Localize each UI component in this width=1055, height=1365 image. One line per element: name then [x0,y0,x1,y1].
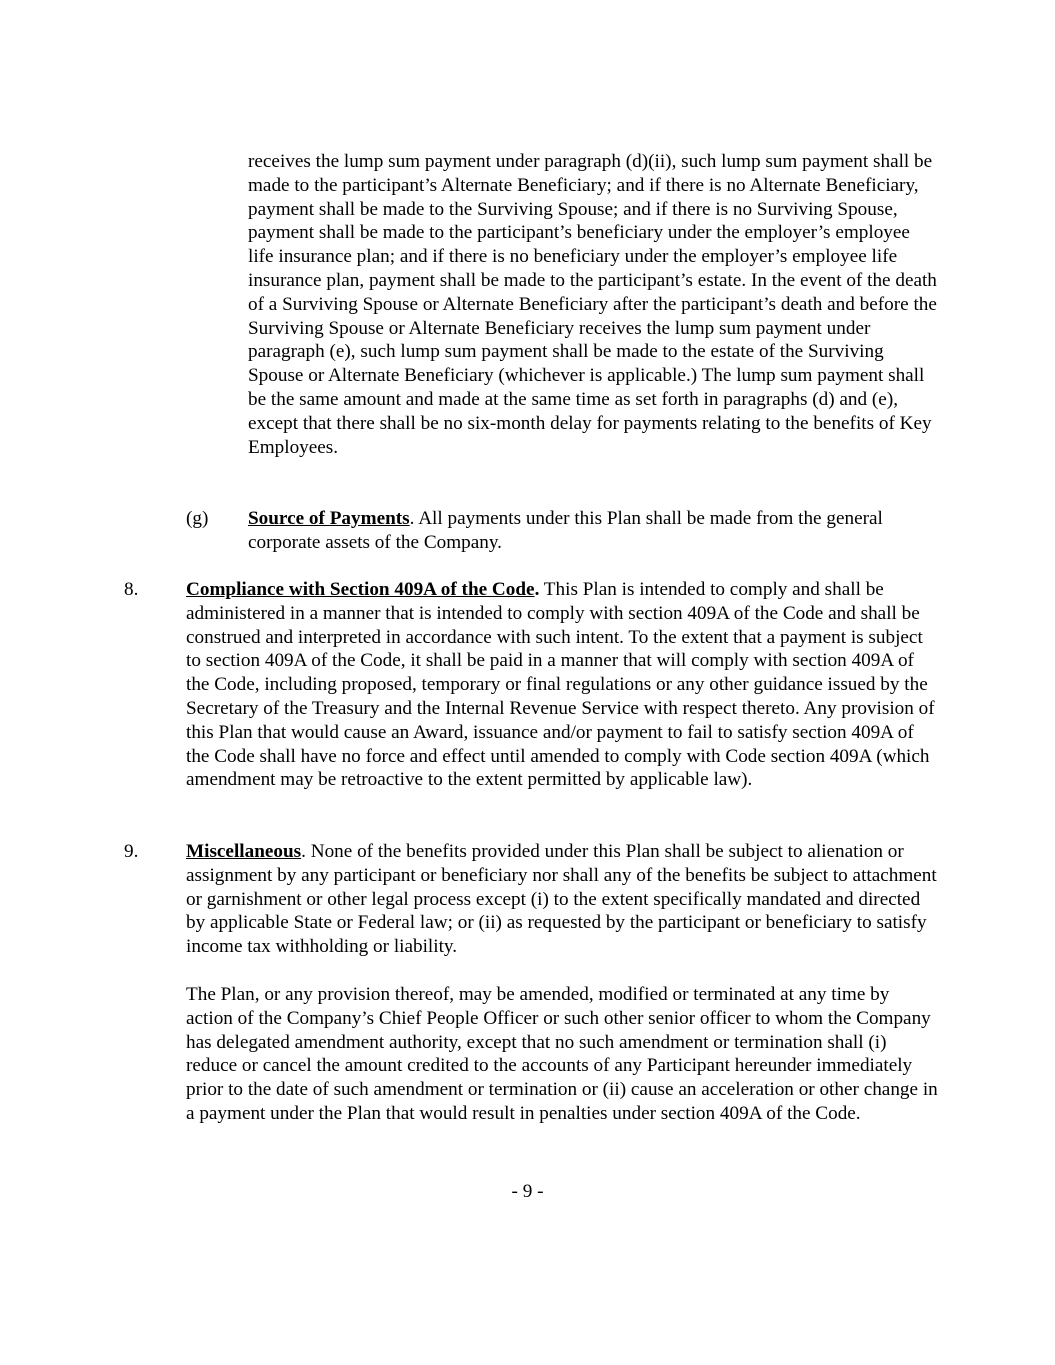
item-g-paragraph [248,507,938,555]
continuation-paragraph [248,150,938,459]
section-8-heading-period: . [534,579,540,600]
section-9-paragraph2-text: The Plan, or any provision thereof, may be amended, modified or terminated at any time by action of the Company’s Chief People Officer or such other senior officer to whom the Company has delegated amendment authority, except that no such amendment or termination shall (i) reduce or cancel the amount credited to the accounts of any Participant hereunder immediately prior to the date of such amendment or termination or (ii) cause an acceleration or other change in a payment under the Plan that would result in penalties under section 409A of the Code. [186,984,938,1124]
item-g-text: . All payments under this Plan shall be made from the general corporate assets of the Company. [248,508,883,553]
section-9-paragraph [186,840,938,959]
section-8-number: 8. [124,579,139,600]
continuation-text: receives the lump sum payment under paragraph (d)(ii), such lump sum payment shall be made to the participant’s Alternate Beneficiary; and if there is no Alternate Beneficiary, payment shall be made to the Surviving Spouse; and if there is no Surviving Spouse, payment shall be made to the participant’s beneficiary under the employer’s employee life insurance plan; and if there is no beneficiary under the employer’s employee life insurance plan, payment shall be made to the participant’s estate. In the event of the death of a Surviving Spouse or Alternate Beneficiary after the participant’s death and before the Surviving Spouse or Alternate Beneficiary receives the lump sum payment under paragraph (e), such lump sum payment shall be made to the estate of the Surviving Spouse or Alternate Beneficiary (whichever is applicable.) The lump sum payment shall be the same amount and made at the same time as set forth in paragraphs (d) and (e), except that there shall be no six-month delay for payments relating to the benefits of Key Employees. [248,151,937,458]
section-8-paragraph [186,578,938,792]
section-9-text: . None of the benefits provided under this Plan shall be subject to alienation or assignment by any participant or beneficiary nor shall any of the benefits be subject to attachment or garnishment or other legal process except (i) to the extent specifically mandated and directed by applicable State or Federal law; or (ii) as requested by the participant or beneficiary to satisfy income tax withholding or liability. [186,841,937,958]
item-g-number: (g) [186,508,209,529]
section-8-heading: Compliance with Section 409A of the Code [186,579,535,600]
section-8-text: This Plan is intended to comply and shall be administered in a manner that is intended to comply with section 409A of the Code and shall be construed and interpreted in accordance with such intent. To the extent that a payment is subject to section 409A of the Code, it shall be paid in a manner that will comply with section 409A of the Code, including proposed, temporary or final regulations or any other guidance issued by the Secretary of the Treasury and the Internal Revenue Service with respect thereto. Any provision of this Plan that would cause an Award, issuance and/or payment to fail to satisfy section 409A of the Code shall have no force and effect until amended to comply with Code section 409A (which amendment may be retroactive to the extent permitted by applicable law). [186,579,935,791]
section-9-second-paragraph [186,983,938,1126]
item-g-heading: Source of Payments [248,508,410,529]
section-9-number: 9. [124,841,139,862]
section-9-heading: Miscellaneous [186,841,302,862]
page-number: - 9 - [511,1181,544,1202]
